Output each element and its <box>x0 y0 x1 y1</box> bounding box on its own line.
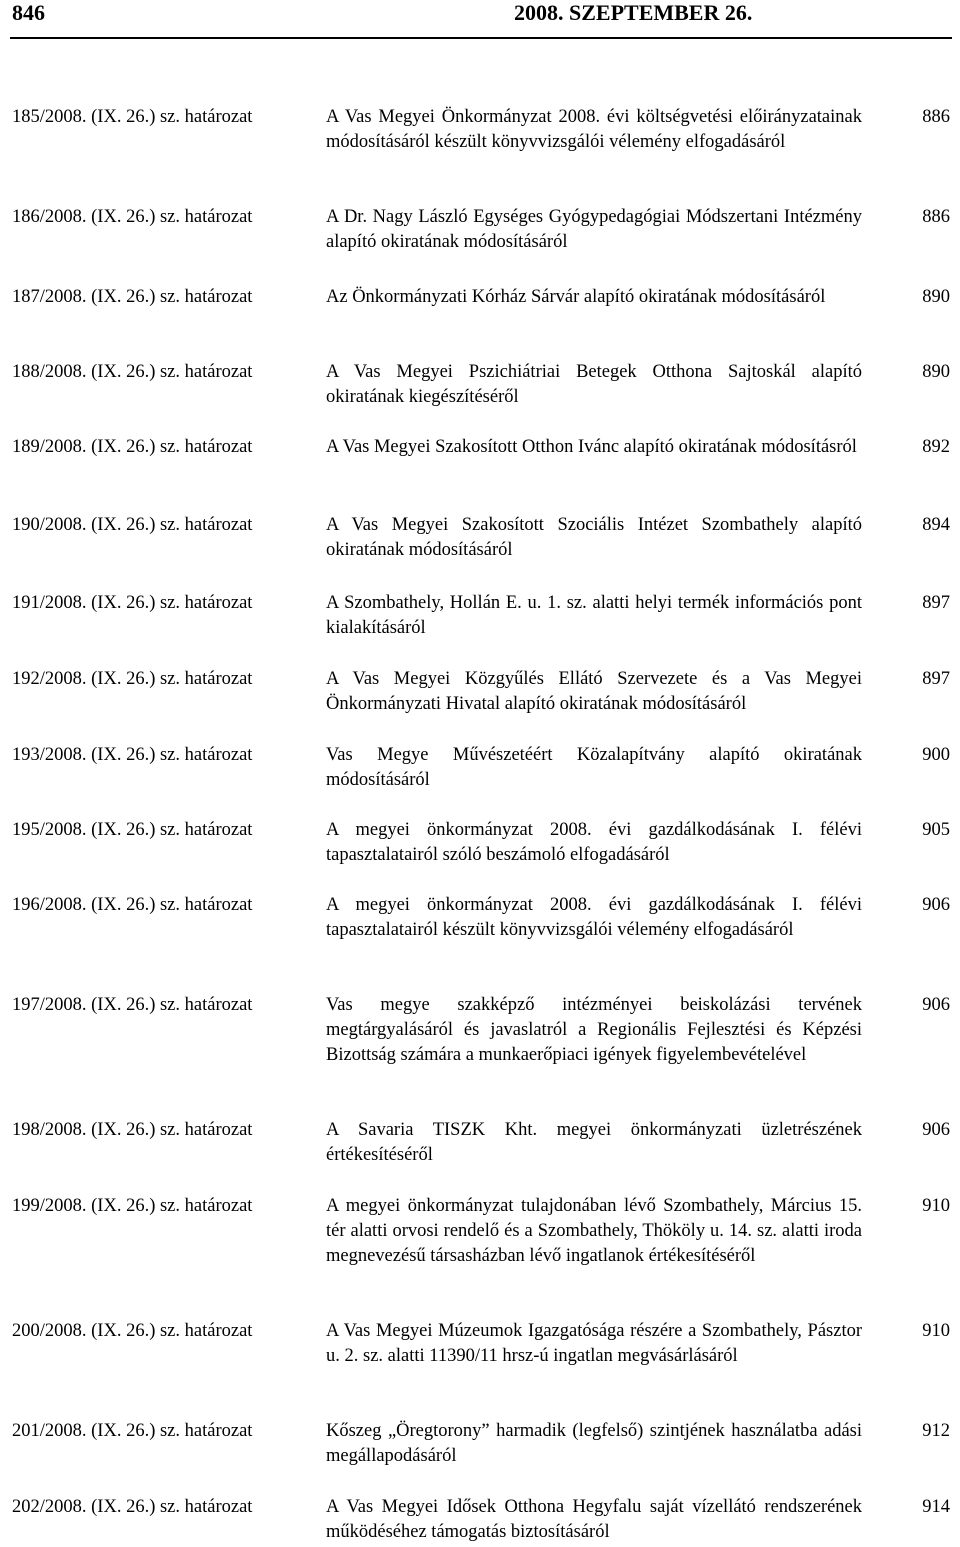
page-number: 846 <box>12 0 45 25</box>
resolution-title: A Vas Megyei Közgyűlés Ellátó Szervezete és a Vas Megyei Önkormányzati Hivatal alapító okiratának módosításáról <box>326 669 862 714</box>
resolution-title: Az Önkormányzati Kórház Sárvár alapító okiratának módosításáról <box>326 287 826 307</box>
page-reference: 897 <box>922 593 950 613</box>
page-reference: 886 <box>922 107 950 127</box>
page-reference: 906 <box>922 1120 950 1140</box>
resolution-number: 190/2008. (IX. 26.) sz. határozat <box>12 515 253 535</box>
resolution-number: 202/2008. (IX. 26.) sz. határozat <box>12 1497 253 1517</box>
resolution-title: A megyei önkormányzat 2008. évi gazdálkodásának I. félévi tapasztalatairól készült könyvvizsgálói vélemény elfogadásáról <box>326 895 862 940</box>
resolution-title: A Szombathely, Hollán E. u. 1. sz. alatti helyi termék információs pont kialakításáról <box>326 593 862 638</box>
resolution-title: A megyei önkormányzat 2008. évi gazdálkodásának I. félévi tapasztalatairól szóló beszámoló elfogadásáról <box>326 820 862 865</box>
resolution-title: A Vas Megyei Idősek Otthona Hegyfalu saját vízellátó rendszerének működéséhez támogatás biztosításáról <box>326 1497 862 1542</box>
resolution-number: 197/2008. (IX. 26.) sz. határozat <box>12 995 253 1015</box>
resolution-title: Vas megye szakképző intézményei beiskolázási tervének megtárgyalásáról és javaslatról a Regionális Fejlesztési és Képzési Bizottság számára a munkaerőpiaci igények figyelembevételével <box>326 995 862 1065</box>
page-reference: 890 <box>922 287 950 307</box>
resolution-number: 199/2008. (IX. 26.) sz. határozat <box>12 1196 253 1216</box>
page-reference: 897 <box>922 669 950 689</box>
resolution-number: 201/2008. (IX. 26.) sz. határozat <box>12 1421 253 1441</box>
page-reference: 890 <box>922 362 950 382</box>
resolution-title: A Savaria TISZK Kht. megyei önkormányzati üzletrészének értékesítéséről <box>326 1120 862 1165</box>
resolution-number: 198/2008. (IX. 26.) sz. határozat <box>12 1120 253 1140</box>
resolution-number: 196/2008. (IX. 26.) sz. határozat <box>12 895 253 915</box>
resolution-number: 191/2008. (IX. 26.) sz. határozat <box>12 593 253 613</box>
resolution-title: A megyei önkormányzat tulajdonában lévő Szombathely, Március 15. tér alatti orvosi rendelő és a Szombathely, Thököly u. 14. sz. alatti iroda megnevezésű társasházban lévő ingatlanok értékesítéséről <box>326 1196 862 1266</box>
resolution-number: 200/2008. (IX. 26.) sz. határozat <box>12 1321 253 1341</box>
page-reference: 910 <box>922 1321 950 1341</box>
resolution-number: 187/2008. (IX. 26.) sz. határozat <box>12 287 253 307</box>
resolution-number: 188/2008. (IX. 26.) sz. határozat <box>12 362 253 382</box>
page-reference: 905 <box>922 820 950 840</box>
resolution-title: Kőszeg „Öregtorony” harmadik (legfelső) szintjének használatba adási megállapodásáról <box>326 1421 862 1466</box>
resolution-number: 185/2008. (IX. 26.) sz. határozat <box>12 107 253 127</box>
page-reference: 906 <box>922 995 950 1015</box>
page-reference: 912 <box>922 1421 950 1441</box>
resolution-number: 186/2008. (IX. 26.) sz. határozat <box>12 207 253 227</box>
resolution-title: Vas Megye Művészetéért Közalapítvány alapító okiratának módosításáról <box>326 745 862 790</box>
resolution-title: A Vas Megyei Szakosított Otthon Ivánc alapító okiratának módosításról <box>326 437 857 457</box>
page-reference: 910 <box>922 1196 950 1216</box>
page-reference: 900 <box>922 745 950 765</box>
page-reference: 886 <box>922 207 950 227</box>
page-reference: 914 <box>922 1497 950 1517</box>
resolution-number: 192/2008. (IX. 26.) sz. határozat <box>12 669 253 689</box>
page-reference: 894 <box>922 515 950 535</box>
resolution-title: A Vas Megyei Önkormányzat 2008. évi költségvetési előirányzatainak módosításáról készült könyvvizsgálói vélemény elfogadásáról <box>326 107 862 152</box>
resolution-title: A Vas Megyei Szakosított Szociális Intézet Szombathely alapító okiratának módosításáról <box>326 515 862 560</box>
page-reference: 892 <box>922 437 950 457</box>
header-divider <box>10 37 952 39</box>
resolution-number: 195/2008. (IX. 26.) sz. határozat <box>12 820 253 840</box>
issue-date: 2008. SZEPTEMBER 26. <box>514 0 753 25</box>
page-header <box>0 0 960 34</box>
resolution-title: A Vas Megyei Pszichiátriai Betegek Otthona Sajtoskál alapító okiratának kiegészítéséről <box>326 362 862 407</box>
resolution-number: 189/2008. (IX. 26.) sz. határozat <box>12 437 253 457</box>
resolution-title: A Dr. Nagy László Egységes Gyógypedagógiai Módszertani Intézmény alapító okiratának módosításáról <box>326 207 862 252</box>
resolution-number: 193/2008. (IX. 26.) sz. határozat <box>12 745 253 765</box>
resolution-title: A Vas Megyei Múzeumok Igazgatósága részére a Szombathely, Pásztor u. 2. sz. alatti 11390/11 hrsz-ú ingatlan megvásárlásáról <box>326 1321 862 1366</box>
page-reference: 906 <box>922 895 950 915</box>
